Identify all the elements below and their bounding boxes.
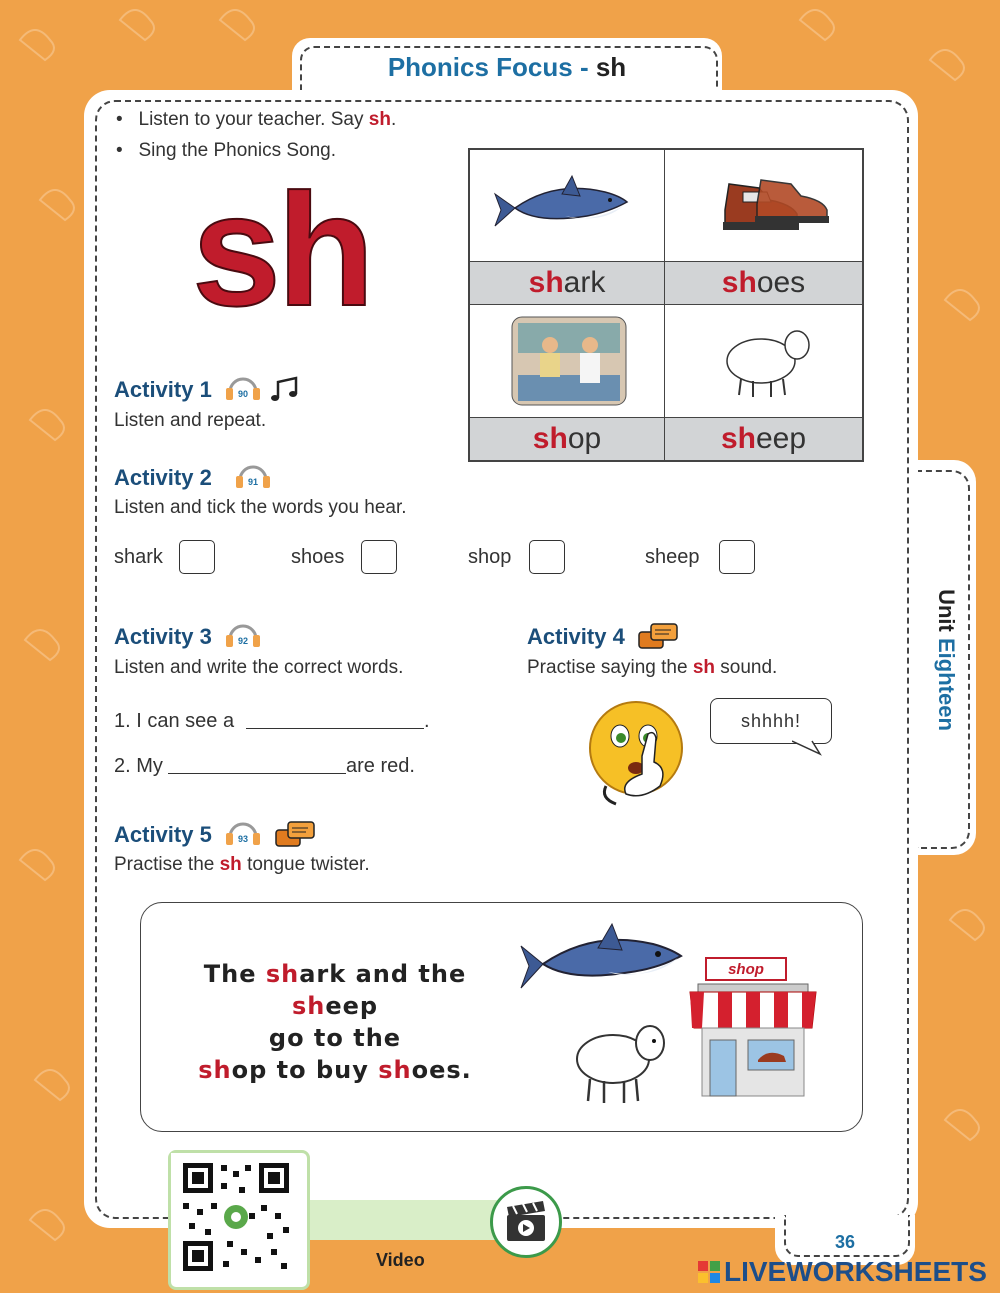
tick-word-shoes: shoes (291, 546, 345, 568)
shop-icon (470, 305, 666, 419)
activity-2-title: Activity 2 (114, 465, 212, 490)
page-number: 36 (834, 1232, 856, 1252)
grid-picture-cell (469, 149, 665, 262)
word-cell-shark: shark (469, 261, 665, 305)
speech-bubbles-icon (274, 820, 316, 852)
tick-word-sheep: sheep (645, 546, 700, 568)
audio-track-number: 90 (237, 389, 249, 399)
grid-picture-cell (664, 304, 863, 418)
sentence-1-start: 1. I can see a (114, 710, 235, 732)
video-play-button[interactable] (490, 1186, 562, 1258)
tick-word-shop: shop (468, 546, 512, 568)
sentence-2-end: are red. (346, 755, 415, 777)
grid-picture-cell (664, 149, 863, 262)
tick-box-shop[interactable] (529, 540, 565, 574)
audio-track-number: 92 (237, 636, 249, 646)
word-cell-shoes: shoes (664, 261, 863, 305)
intro-bullet-1: • Listen to your teacher. Say sh. (116, 109, 397, 130)
liveworksheets-logo-icon (698, 1261, 720, 1283)
tongue-twister-text: The shark and the sheep go to the shop to buy shoes. (198, 960, 472, 1084)
tick-box-shoes[interactable] (361, 540, 397, 574)
video-label: Video (376, 1250, 425, 1270)
shop-sign-text: shop (728, 961, 764, 978)
activity-3-instruction: Listen and write the correct words. (114, 657, 404, 678)
word-cell-sheep: sheep (664, 417, 863, 461)
page-title: Phonics Focus - sh (387, 52, 627, 82)
qr-code[interactable] (168, 1150, 310, 1290)
audio-track-icon[interactable] (224, 819, 262, 851)
speech-bubbles-icon (637, 622, 679, 654)
sheep-icon (665, 305, 864, 419)
bubble-tail (792, 740, 822, 756)
shoes-icon (665, 150, 864, 263)
activity-1-instruction: Listen and repeat. (114, 410, 267, 431)
word-cell-shop: shop (469, 417, 665, 461)
words-grid (468, 148, 864, 462)
sheep-icon (568, 1015, 678, 1110)
activity-2-instruction: Listen and tick the words you hear. (114, 497, 407, 518)
activity-4-title: Activity 4 (527, 624, 625, 649)
grid-picture-cell (469, 304, 665, 418)
audio-track-icon[interactable] (224, 374, 262, 406)
music-notes-icon (270, 376, 300, 404)
sentence-2-start: 2. My (114, 755, 163, 777)
shush-emoji-icon (586, 696, 696, 811)
unit-label: Unit Eighteen (934, 589, 959, 731)
shark-icon (518, 920, 693, 1005)
audio-track-number: 93 (237, 834, 249, 844)
audio-track-icon[interactable] (224, 621, 262, 653)
activity-3-title: Activity 3 (114, 624, 212, 649)
answer-blank-2[interactable] (168, 773, 346, 774)
audio-track-icon[interactable] (234, 462, 272, 494)
activity-5-title: Activity 5 (114, 822, 212, 847)
answer-blank-1[interactable] (246, 728, 424, 729)
tick-box-shark[interactable] (179, 540, 215, 574)
activity-1-title: Activity 1 (114, 377, 212, 402)
big-sh-letters: sh (192, 160, 371, 339)
sentence-1-end: . (424, 710, 430, 732)
video-bar (304, 1200, 514, 1240)
tick-word-shark: shark (114, 546, 163, 568)
qr-code-icon (171, 1153, 301, 1281)
clapperboard-icon (493, 1189, 559, 1255)
shop-building-icon (688, 956, 818, 1101)
audio-track-number: 91 (247, 477, 259, 487)
liveworksheets-brand[interactable]: LIVEWORKSHEETS (724, 1256, 987, 1287)
activity-4-instruction: Practise saying the sh sound. (527, 657, 778, 678)
shark-icon (470, 150, 666, 263)
shhhh-speech-bubble: shhhh! (710, 698, 832, 744)
tick-box-sheep[interactable] (719, 540, 755, 574)
intro-bullet-2: • Sing the Phonics Song. (116, 140, 337, 161)
activity-5-instruction: Practise the sh tongue twister. (114, 854, 370, 875)
